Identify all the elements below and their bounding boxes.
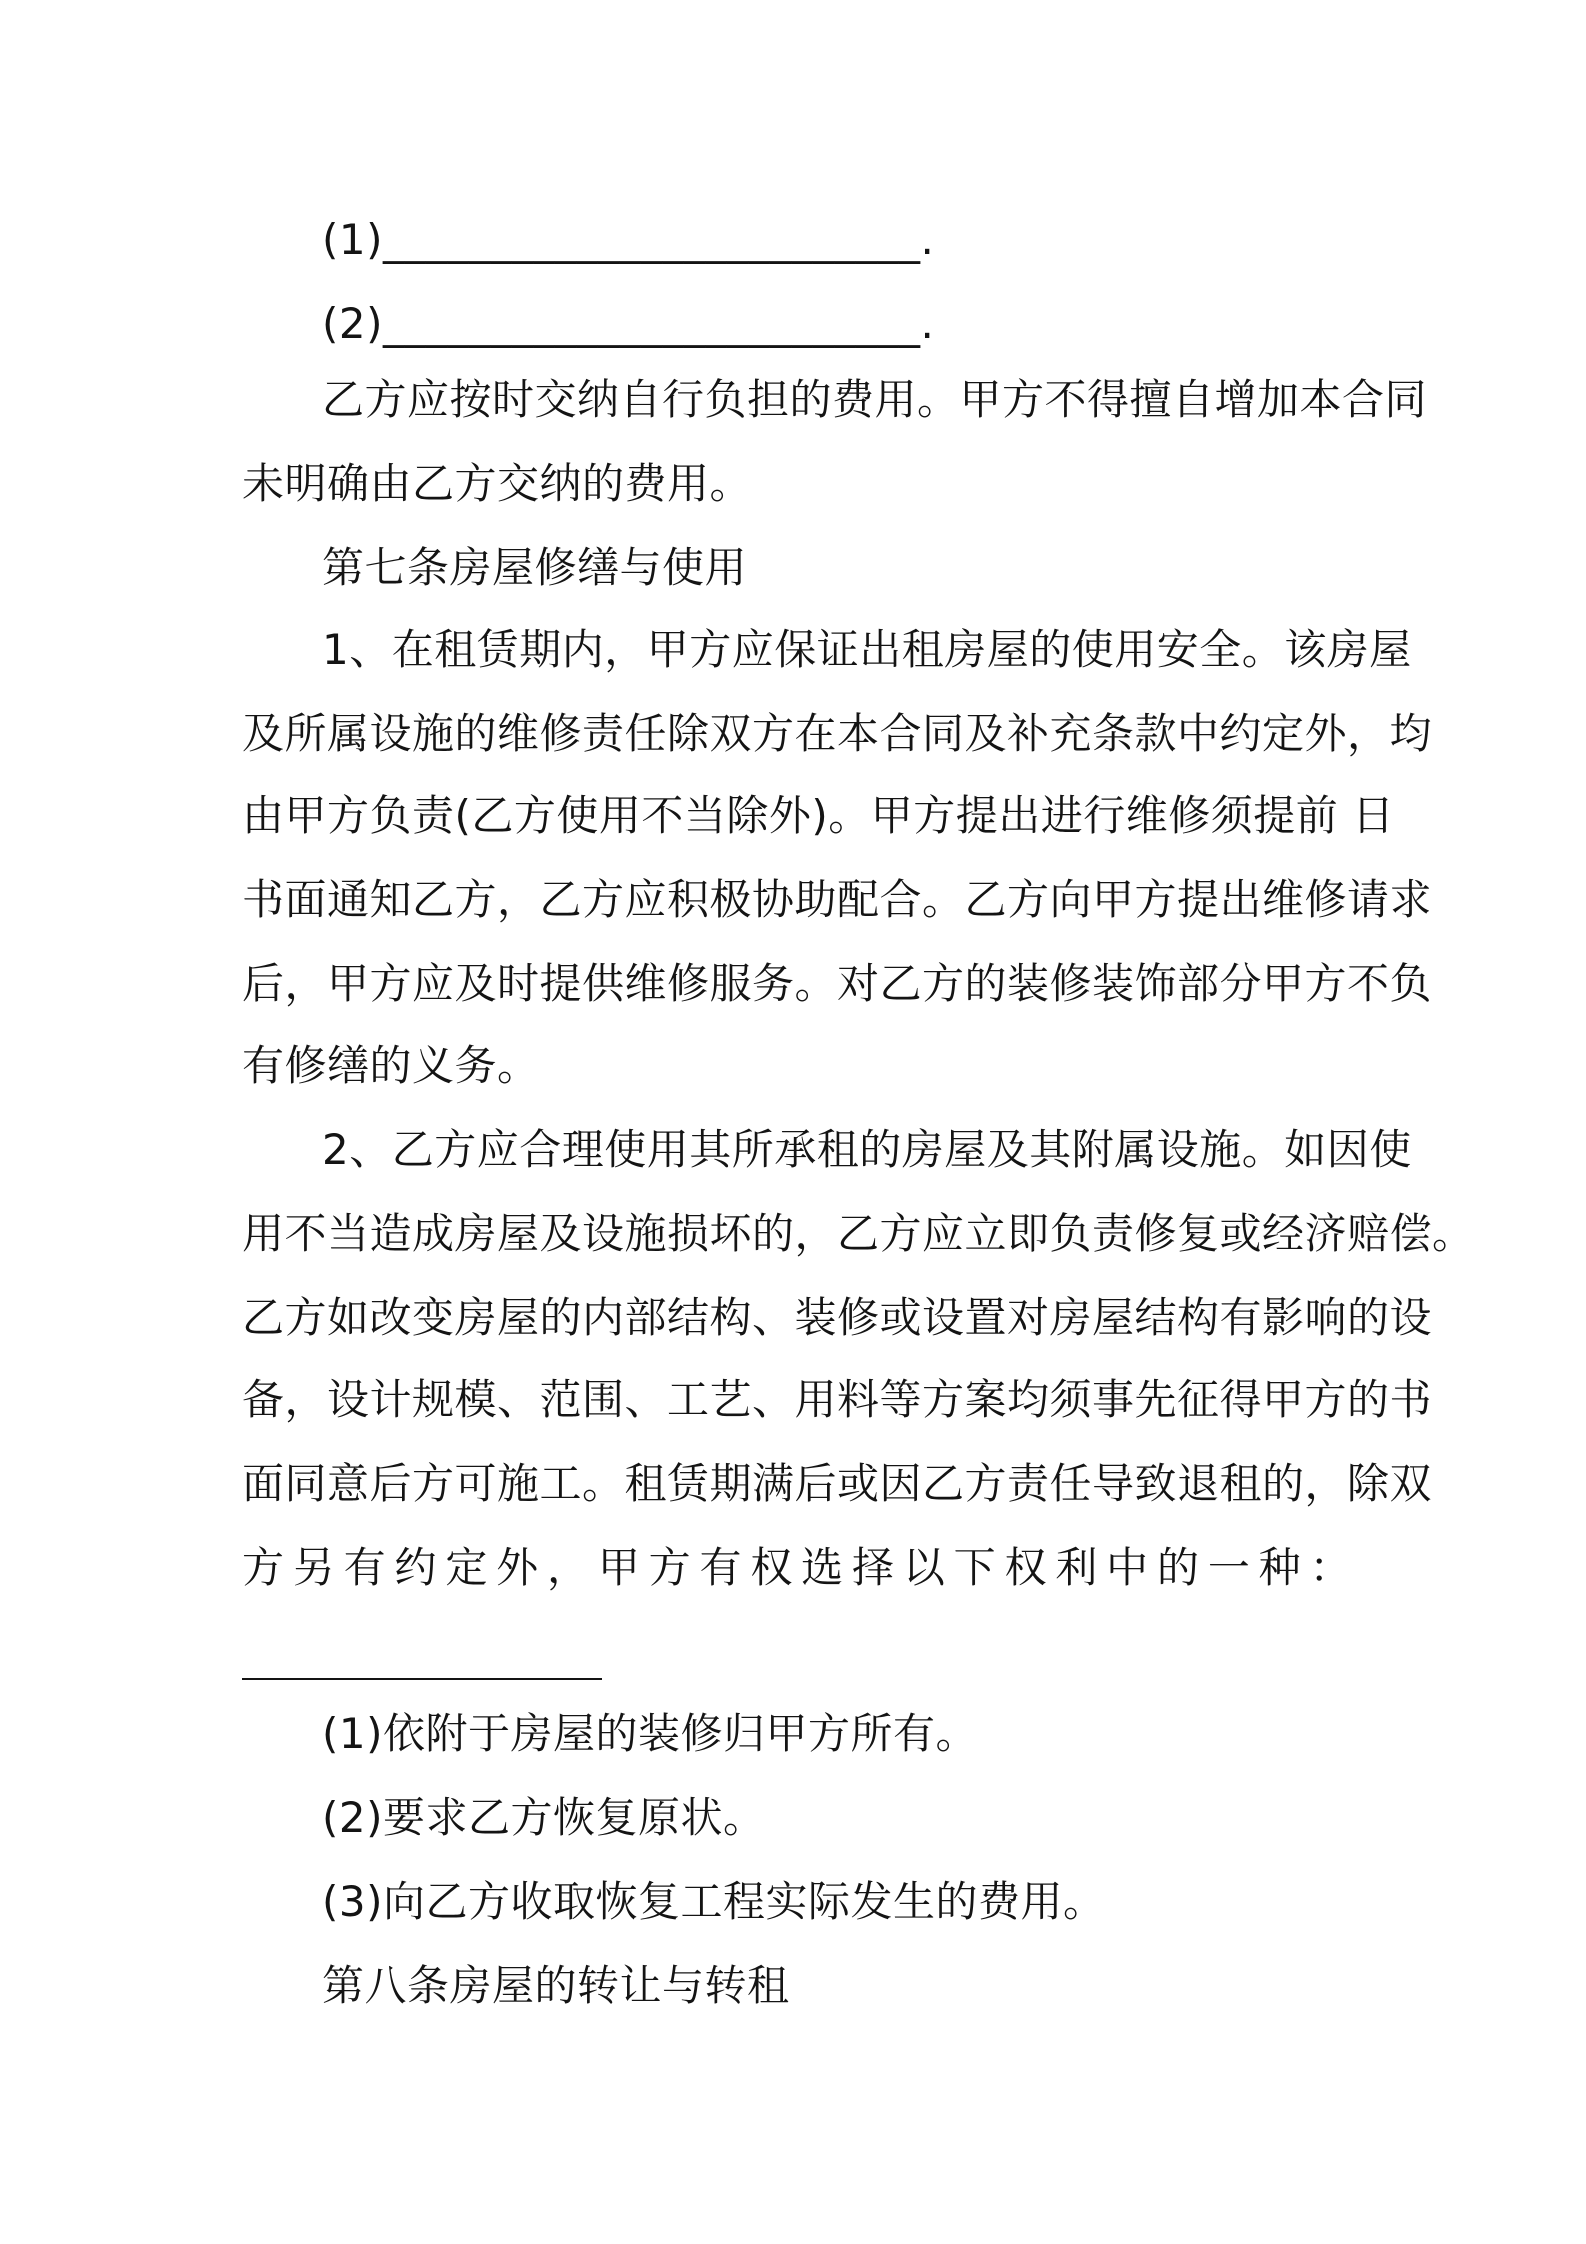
paragraph-line: 后，甲方应及时提供维修服务。对乙方的装修装饰部分甲方不负 (242, 959, 1433, 1008)
paragraph-line-spaced: 方另有约定外，甲方有权选择以下权利中的一种： (242, 1543, 1352, 1592)
paragraph-line: 用不当造成房屋及设施损坏的，乙方应立即负责修复或经济赔偿。 (242, 1209, 1475, 1258)
paragraph-line: 备，设计规模、范围、工艺、用料等方案均须事先征得甲方的书 (242, 1375, 1433, 1424)
blank-item-1: (1)_________________________. (322, 215, 935, 264)
section-heading-article-8: 第八条房屋的转让与转租 (322, 1961, 790, 2010)
paragraph-line: 面同意后方可施工。租赁期满后或因乙方责任导致退租的，除双 (242, 1459, 1433, 1508)
option-item-3: (3)向乙方收取恢复工程实际发生的费用。 (322, 1877, 1106, 1926)
paragraph-line: 由甲方负责(乙方使用不当除外)。甲方提出进行维修须提前 日 (242, 791, 1395, 840)
option-item-2: (2)要求乙方恢复原状。 (322, 1793, 766, 1842)
option-item-1: (1)依附于房屋的装修归甲方所有。 (322, 1709, 978, 1758)
paragraph-line: 1、在租赁期内，甲方应保证出租房屋的使用安全。该房屋 (322, 625, 1412, 674)
paragraph-line: 有修缮的义务。 (242, 1041, 540, 1090)
paragraph-line: 乙方应按时交纳自行负担的费用。甲方不得擅自增加本合同 (322, 375, 1428, 424)
blank-underline (242, 1678, 602, 1680)
paragraph-line: 及所属设施的维修责任除双方在本合同及补充条款中约定外，均 (242, 709, 1433, 758)
blank-item-2: (2)_________________________. (322, 299, 935, 348)
paragraph-line: 乙方如改变房屋的内部结构、装修或设置对房屋结构有影响的设 (242, 1293, 1433, 1342)
paragraph-line: 2、乙方应合理使用其所承租的房屋及其附属设施。如因使 (322, 1125, 1412, 1174)
paragraph-line: 书面通知乙方，乙方应积极协助配合。乙方向甲方提出维修请求 (242, 875, 1433, 924)
section-heading-article-7: 第七条房屋修缮与使用 (322, 543, 748, 592)
paragraph-line: 未明确由乙方交纳的费用。 (242, 459, 753, 508)
